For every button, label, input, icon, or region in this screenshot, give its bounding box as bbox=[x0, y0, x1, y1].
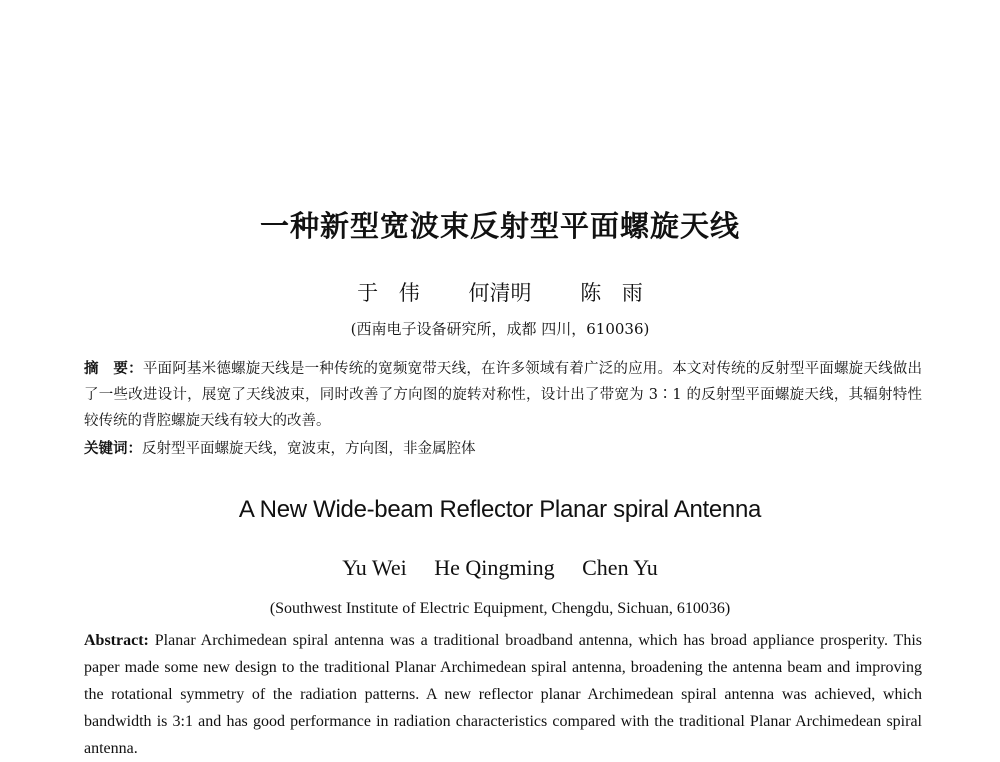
english-affiliation: (Southwest Institute of Electric Equipment, Chengdu, Sichuan, 610036) bbox=[269, 600, 731, 617]
chinese-keywords bbox=[84, 438, 922, 460]
chinese-affiliation: (西南电子设备研究所，成都 四川，610036) bbox=[350, 320, 650, 338]
chinese-title: 一种新型宽波束反射型平面螺旋天线 bbox=[259, 209, 740, 243]
chinese-author-2: 何清明 bbox=[468, 281, 532, 305]
chinese-abstract-label: 摘 要： bbox=[84, 361, 143, 377]
english-authors bbox=[0, 555, 1000, 581]
chinese-keywords-label: 关键词： bbox=[84, 441, 142, 457]
chinese-abstract-text: 平面阿基米德螺旋天线是一种传统的宽频宽带天线，在许多领域有着广泛的应用。本文对传统的反射型平面螺旋天线做出了一些改进设计，展宽了天线波束，同时改善了方向图的旋转对称性，设计出了带宽为 3∶1 的反射型平面螺旋天线，其辐射特性较传统的背腔螺旋天线有较大的改善。 bbox=[84, 361, 923, 429]
chinese-abstract bbox=[84, 356, 922, 434]
chinese-authors bbox=[0, 277, 1000, 307]
english-abstract-text: Planar Archimedean spiral antenna was a traditional broadband antenna, which has broad appliance prosperity. This paper made some new design to the traditional Planar Archimedean spiral antenna, broadening the antenna beam and improving the rotational symmetry of the radiation patterns. A new reflector planar Archimedean spiral antenna was achieved, which bandwidth is 3:1 and has good performance in radiation characteristics compared with the traditional Planar Archimedean spiral antenna. bbox=[84, 632, 923, 757]
english-author-2: He Qingming bbox=[434, 555, 555, 580]
english-abstract bbox=[84, 627, 922, 762]
english-author-1: Yu Wei bbox=[342, 555, 407, 580]
chinese-keywords-text: 反射型平面螺旋天线，宽波束，方向图，非金属腔体 bbox=[142, 441, 476, 457]
chinese-author-1: 于 伟 bbox=[357, 281, 420, 305]
english-title: A New Wide-beam Reflector Planar spiral Antenna bbox=[238, 496, 762, 523]
chinese-author-3: 陈 雨 bbox=[580, 281, 643, 305]
english-author-3: Chen Yu bbox=[582, 555, 658, 580]
english-abstract-label: Abstract: bbox=[84, 632, 149, 649]
